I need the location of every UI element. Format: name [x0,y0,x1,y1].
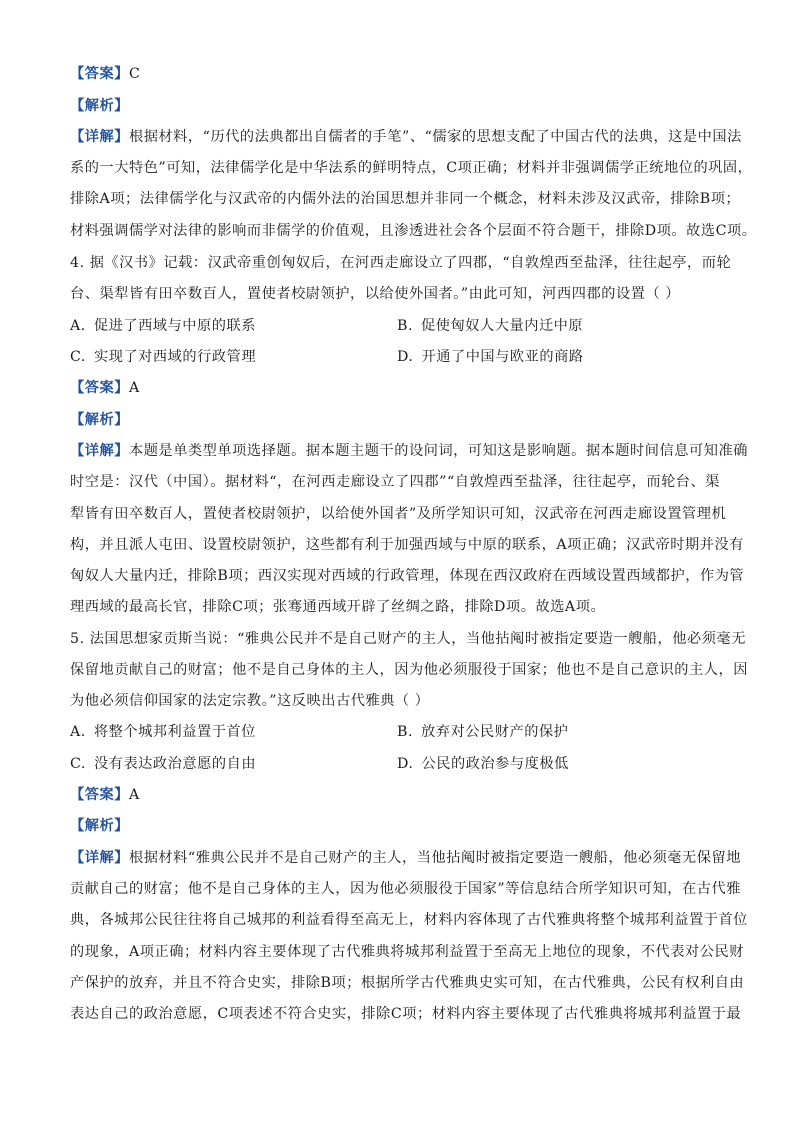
q5-answer-value: A [128,787,140,803]
q4-analysis-line: 【解析】 [70,412,129,428]
q5-option-c[interactable]: C. 没有表达政治意愿的自由 [70,756,257,772]
q4-detail-line-2: 时空是：汉代（中国）。据材料“，在河西走廊设立了四郡”“自敦煌西至盐泽，往往起亭，而轮台、渠 [70,474,721,490]
analysis-label: 解析 [84,98,115,114]
q3-answer-value: C [128,66,141,82]
q5-detail-line-2: 贡献自己的财富；他不是自己身体的主人，因为他必须服役于国家”等信息结合所学知识可知，在古代雅 [70,881,741,897]
q5-detail-line-5: 产保护的放弃，并且不符合史实，排除B项；根据所学古代雅典史实可知，在古代雅典，公民有权利自由 [70,975,745,991]
q5-option-d[interactable]: D. 公民的政治参与度极低 [397,756,569,772]
q4-stem-line-1: 4. 据《汉书》记载：汉武帝重创匈奴后，在河西走廊设立了四郡，“自敦煌西至盐泽，往往起亭，而轮 [70,255,732,271]
q5-detail-line-1: 【详解】根据材料“雅典公民并不是自己财产的主人，当他拈阄时被指定要造一艘船，他必须毫无保留地 [70,850,741,866]
q3-analysis-line: 【解析】 [70,98,129,114]
q5-analysis-line: 【解析】 [70,818,129,834]
q5-detail-line-4: 的现象，A项正确；材料内容主要体现了古代雅典将城邦利益置于至高无上地位的现象，不代表对公民财 [70,944,744,960]
q3-detail-line-1: 【详解】根据材料，“历代的法典都出自儒者的手笔”、“儒家的思想支配了中国古代的法典，这是中国法 [70,129,742,145]
q3-detail-line-4: 材料强调儒学对法律的影响而非儒学的价值观，且渗透进社会各个层面不符合题干，排除D项。故选C项。 [70,223,757,239]
q5-detail-line-3: 典，各城邦公民往往将自己城邦的利益看得至高无上，材料内容体现了古代雅典将整个城邦利益置于首位 [70,912,748,928]
q4-detail-line-1: 【详解】本题是单类型单项选择题。据本题主题干的设问词，可知这是影响题。据本题时间信息可知准确 [70,443,748,459]
q5-stem-line-3: 为他必须信仰国家的法定宗教。”这反映出古代雅典（ ） [70,693,430,709]
q3-detail-line-2: 系的一大特色”可知，法律儒学化是中华法系的鲜明特点，C项正确；材料并非强调儒学正统地位的巩固， [70,160,753,176]
q4-option-a[interactable]: A. 促进了西域与中原的联系 [70,318,256,334]
q5-option-a[interactable]: A. 将整个城邦利益置于首位 [70,724,256,740]
answer-label: 【答案】 [70,66,129,82]
q4-detail-line-4: 构，并且派人屯田、设置校尉领护，这些都有利于加强西域与中原的联系，A项正确；汉武帝时期并没有 [70,537,744,553]
q4-answer-value: A [128,380,140,396]
q4-option-b[interactable]: B. 促使匈奴人大量内迁中原 [397,318,584,334]
q4-detail-line-3: 犁皆有田卒数百人，置使者校尉领护，以给使外国者”及所学知识可知，汉武帝在河西走廊设置管理机 [70,506,727,522]
q4-option-d[interactable]: D. 开通了中国与欧亚的商路 [397,349,584,365]
q5-option-b[interactable]: B. 放弃对公民财产的保护 [397,724,569,740]
q4-detail-line-6: 理西域的最高长官，排除C项；张骞通西域开辟了丝绸之路，排除D项。故选A项。 [70,599,606,615]
detail-label: 【详解】 [70,129,129,145]
q4-stem-line-2: 台、渠犁皆有田卒数百人，置使者校尉领护，以给使外国者。”由此可知，河西四郡的设置（ ） [70,286,681,302]
q5-stem-line-2: 保留地贡献自己的财富；他不是自己身体的主人，因为他必须服役于国家；他也不是自己意识的主人，因 [70,662,748,678]
q5-stem-line-1: 5. 法国思想家贡斯当说：“雅典公民并不是自己财产的主人，当他拈阄时被指定要造一艘船，他必须毫无 [70,631,746,647]
q5-answer-line: 【答案】A [70,787,140,803]
q4-answer-line: 【答案】A [70,380,140,396]
q4-detail-line-5: 匈奴人大量内迁，排除B项；西汉实现对西域的行政管理，体现在西汉政府在西域设置西域都护，作为管 [70,568,745,584]
q4-option-c[interactable]: C. 实现了对西域的行政管理 [70,349,257,365]
q3-detail-line-3: 排除A项；法律儒学化与汉武帝的内儒外法的治国思想并非同一个概念，材料未涉及汉武帝，排除B项； [70,191,741,207]
q3-answer-line [70,64,730,84]
q5-detail-line-6: 表达自己的政治意愿，C项表述不符合史实，排除C项；材料内容主要体现了古代雅典将城邦利益置于最 [70,1006,742,1022]
